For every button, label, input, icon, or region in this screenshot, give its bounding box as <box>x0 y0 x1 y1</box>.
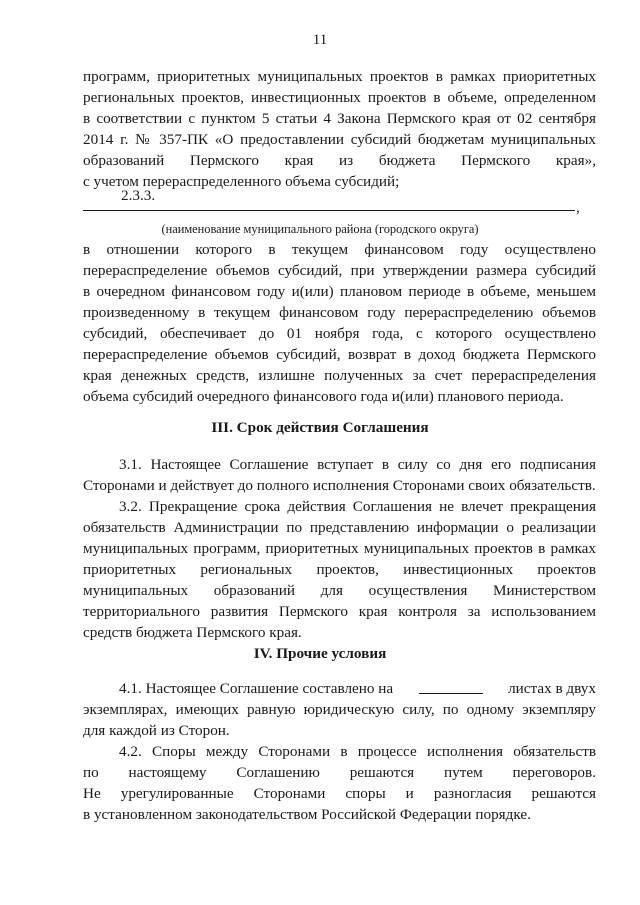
paragraph-4-1-line <box>119 680 596 698</box>
text-segment: 4.1. Настоящее Соглашение составлено на <box>119 680 394 697</box>
text-line: муниципальных образований для осуществления Министерством <box>83 582 596 599</box>
text-line: объема субсидий очередного финансового года и(или) планового периода. <box>83 388 564 405</box>
text-line: в очередном финансовом году и(или) плановом периоде в объеме, меньшем <box>83 283 596 300</box>
text-line: края денежных средств, излишне полученных за счет перераспределения <box>83 367 596 384</box>
blank-comma: , <box>576 199 580 216</box>
fill-in-line <box>83 210 575 211</box>
text-line: произведенному в текущем финансовом году перераспределению объемов <box>83 304 596 321</box>
text-line: для каждой из Сторон. <box>83 722 230 739</box>
text-line: территориального развития Пермского края контроля за использованием <box>83 603 596 620</box>
text-line: муниципальных программ, приоритетных муниципальных проектов в рамках <box>83 540 596 557</box>
text-line: Сторонами и действует до полного исполнения Сторонами своих обязательств. <box>83 477 596 494</box>
text-line: в соответствии с пунктом 5 статьи 4 Закона Пермского края от 02 сентября <box>83 110 596 127</box>
text-line: по настоящему Соглашению решаются путем переговоров. <box>83 764 596 781</box>
text-line: средств бюджета Пермского края. <box>83 624 302 641</box>
text-line: образований Пермского края из бюджета Пермского края», <box>83 152 596 169</box>
text-line: программ, приоритетных муниципальных проектов в рамках приоритетных <box>83 68 596 85</box>
text-line: приоритетных региональных проектов, инвестиционных проектов <box>83 561 596 578</box>
section-3-title: III. Срок действия Соглашения <box>211 419 429 436</box>
blank-caption: (наименование муниципального района (городского округа) <box>161 222 479 236</box>
section-4-title: IV. Прочие условия <box>253 645 387 662</box>
text-line: 3.2. Прекращение срока действия Соглашения не влечет прекращения <box>119 498 596 515</box>
text-line: обязательств Администрации по представлению информации о реализации <box>83 519 596 536</box>
page-number: 11 <box>312 32 328 48</box>
text-line: в установленном законодательством Российской Федерации порядке. <box>83 806 531 823</box>
text-line: в отношении которого в текущем финансовом году осуществлено <box>83 241 596 258</box>
text-line: 3.1. Настоящее Соглашение вступает в силу со дня его подписания <box>119 456 596 473</box>
text-line: 2014 г. № 357-ПК «О предоставлении субсидий бюджетам муниципальных <box>83 131 596 148</box>
item-number-2-3-3: 2.3.3. <box>121 187 156 204</box>
text-line: Не урегулированные Сторонами споры и разногласия решаются <box>83 785 596 802</box>
text-line: субсидий, обеспечивает до 01 ноября года, с которого осуществлено <box>83 325 596 342</box>
text-line: 4.2. Споры между Сторонами в процессе исполнения обязательств <box>119 743 596 760</box>
sheet-count-blank <box>419 680 483 694</box>
text-segment: листах в двух <box>508 680 596 697</box>
text-line: с учетом перераспределенного объема субсидий; <box>83 173 400 190</box>
text-line: экземплярах, имеющих равную юридическую силу, по одному экземпляру <box>83 701 596 718</box>
text-line: перераспределение объемов субсидий, возврат в доход бюджета Пермского <box>83 346 596 363</box>
text-line: региональных проектов, инвестиционных проектов в объеме, определенном <box>83 89 596 106</box>
text-line: перераспределение объемов субсидий, при утверждении размера субсидий <box>83 262 596 279</box>
